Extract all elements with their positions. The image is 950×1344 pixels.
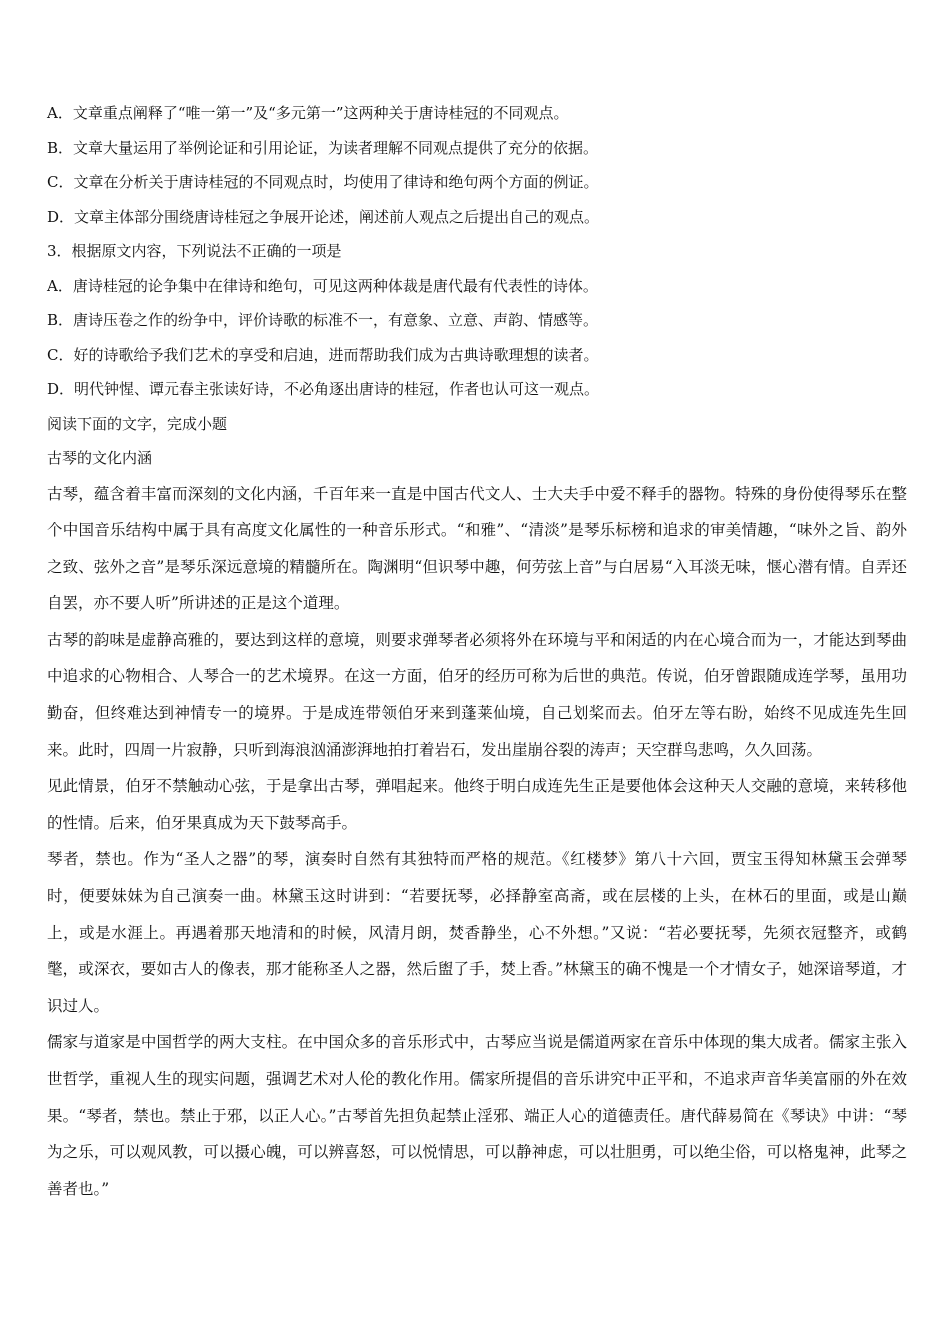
question-3: 3．根据原文内容，下列说法不正确的一项是 — [47, 242, 342, 260]
q3-option-d: D．明代钟惺、谭元春主张读好诗，不必角逐出唐诗的桂冠，作者也认可这一观点。 — [47, 380, 600, 398]
article-title: 古琴的文化内涵 — [47, 449, 153, 467]
q2-option-d: D．文章主体部分围绕唐诗桂冠之争展开论述，阐述前人观点之后提出自己的观点。 — [47, 207, 600, 226]
q3-option-a: A．唐诗桂冠的论争集中在律诗和绝句，可见这两种体裁是唐代最有代表性的诗体。 — [47, 276, 598, 295]
article-paragraph: 见此情景，伯牙不禁触动心弦，于是拿出古琴，弹唱起来。他终于明白成连先生正是要他体会这种天人交融的意境，来转移他的性情。后来，伯牙果真成为天下鼓琴高手。 — [47, 777, 907, 832]
article-paragraph: 古琴的韵味是虚静高雅的，要达到这样的意境，则要求弹琴者必须将外在环境与平和闲适的内在心境合而为一，才能达到琴曲中追求的心物相合、人琴合一的艺术境界。在这一方面，伯牙的经历可称为后世的典范。传说，伯牙曾跟随成连学琴，虽用功勤奋，但终难达到神情专一的境界。于是成连带领伯牙来到蓬莱仙境，自己划桨而去。伯牙左等右盼，始终不见成连先生回来。此时，四周一片寂静，只听到海浪汹涌澎湃地拍打着岩石，发出崖崩谷裂的涛声；天空群鸟悲鸣，久久回荡。 — [47, 630, 907, 759]
q3-option-c: C．好的诗歌给予我们艺术的享受和启迪，进而帮助我们成为古典诗歌理想的读者。 — [47, 345, 599, 364]
article-paragraph: 琴者，禁也。作为“圣人之器”的琴，演奏时自然有其独特而严格的规范。《红楼梦》第八十六回，贾宝玉得知林黛玉会弹琴时，便要妹妹为自己演奏一曲。林黛玉这时讲到：“若要抚琴，必择静室高斋，或在层楼的上头，在林石的里面，或是山巅上，或是水涯上。再遇着那天地清和的时候，风清月朗，焚香静坐，心不外想。”又说：“若必要抚琴，先须衣冠整齐，或鹤氅，或深衣，要如古人的像表，那才能称圣人之器，然后盥了手，焚上香。”林黛玉的确不愧是一个才情女子，她深谙琴道，才识过人。 — [47, 850, 907, 1015]
article-paragraph: 儒家与道家是中国哲学的两大支柱。在中国众多的音乐形式中，古琴应当说是儒道两家在音乐中体现的集大成者。儒家主张入世哲学，重视人生的现实问题，强调艺术对人伦的教化作用。儒家所提倡的音乐讲究中正平和，不追求声音华美富丽的外在效果。“琴者，禁也。禁止于邪，以正人心。”古琴首先担负起禁止淫邪、端正人心的道德责任。唐代薛易简在《琴诀》中讲：“琴为之乐，可以观风教，可以摄心魄，可以辨喜怒，可以悦情思，可以静神虑，可以壮胆勇，可以绝尘俗，可以格鬼神，此琴之善者也。” — [47, 1033, 907, 1198]
q2-option-a: A．文章重点阐释了“唯一第一”及“多元第一”这两种关于唐诗桂冠的不同观点。 — [47, 104, 569, 122]
article-paragraph: 古琴，蕴含着丰富而深刻的文化内涵，千百年来一直是中国古代文人、士大夫手中爱不释手的器物。特殊的身份使得琴乐在整个中国音乐结构中属于具有高度文化属性的一种音乐形式。“和雅”、“清淡”是琴乐标榜和追求的审美情趣，“味外之旨、韵外之致、弦外之音”是琴乐深远意境的精髓所在。陶渊明“但识琴中趣，何劳弦上音”与白居易“入耳淡无味，惬心潜有情。自弄还自罢，亦不要人听”所讲述的正是这个道理。 — [47, 484, 907, 613]
q2-option-b: B．文章大量运用了举例论证和引用论证，为读者理解不同观点提供了充分的依据。 — [47, 138, 599, 157]
document-page — [47, 96, 907, 1207]
q3-option-b: B．唐诗压卷之作的纷争中，评价诗歌的标准不一，有意象、立意、声韵、情感等。 — [47, 311, 599, 329]
q2-option-c: C．文章在分析关于唐诗桂冠的不同观点时，均使用了律诗和绝句两个方面的例证。 — [47, 173, 599, 191]
reading-instruction: 阅读下面的文字，完成小题 — [47, 414, 228, 433]
